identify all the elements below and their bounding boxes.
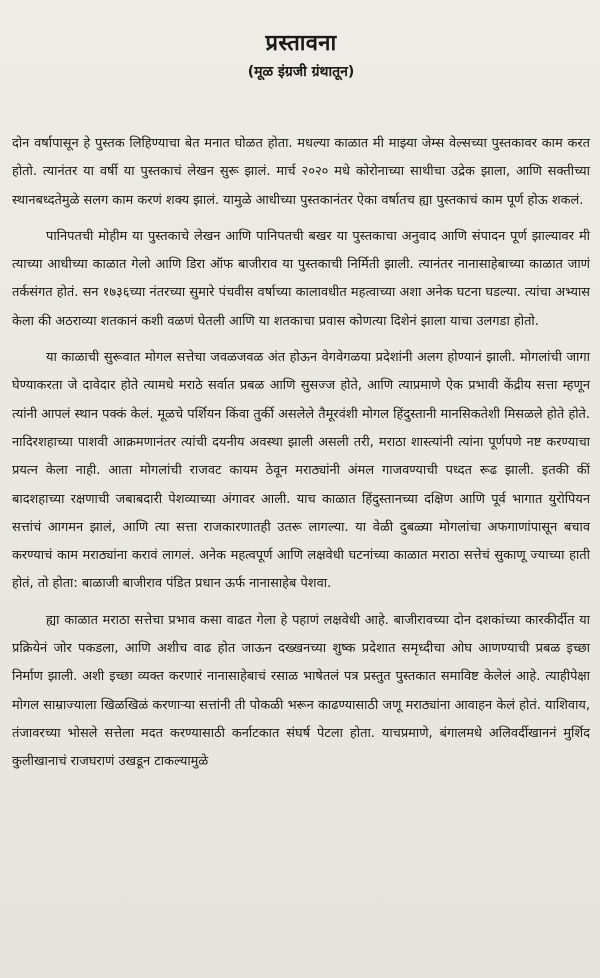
page-title: प्रस्तावना — [265, 31, 337, 56]
page-subtitle: (मूळ इंग्रजी ग्रंथातून) — [247, 64, 355, 80]
paragraph-2: पानिपतची मोहीम या पुस्तकाचे लेखन आणि पानिपतची बखर या पुस्तकाचा अनुवाद आणि संपादन पूर्ण झाल्यावर मी त्याच्या आधीच्या काळात गेलो आणि डिरा ऑफ बाजीराव या पुस्तकाची निर्मिती झाली. त्यानंतर नानासाहेबाच्या काळात जाणं तर्कसंगत होतं. सन १७३६च्या नंतरच्या सुमारे पंचवीस वर्षाच्या कालावधीत महत्वाच्या अशा अनेक घटना घडल्या. त्यांचा अभ्यास केला की अठराव्या शतकानं कशी वळणं घेतली आणि या शतकाचा प्रवास कोणत्या दिशेनं झाला याचा उलगडा होतो. — [12, 228, 590, 329]
paragraph-3: या काळाची सुरूवात मोगल सत्तेचा जवळजवळ अंत होऊन वेगवेगळया प्रदेशांनी अलग होण्यानं झाली. मोगलांची जागा घेण्याकरता जे दावेदार होते त्यामधे मराठे सर्वात प्रबळ आणि सुसज्ज होते, आणि त्याप्रमाणे ऐक प्रभावी केंद्रीय सत्ता म्हणून त्यांनी आपलं स्थान पक्कं केलं. मूळचे पर्शियन किंवा तुर्की असलेले तैमूरवंशी मोगल हिंदुस्तानी मानसिकतेशी मिसळले होते होते. नादिरशहाच्या पाशवी आक्रमणानंतर त्यांची दयनीय अवस्था झाली असली तरी, मराठा शास्त्यांनी त्यांना पूर्णपणे नष्ट करण्याचा प्रयत्न केला नाही. आता मोगलांची राजवट कायम ठेवून मराठ्यांनी अंमल गाजवण्याची पध्दत रूढ झाली. इतकी कीं बादशहाच्या रक्षणाची जबाबदारी पेशव्याच्या अंगावर आली. याच काळात हिंदुस्तानच्या दक्षिण आणि पूर्व भागात युरोपियन सत्तांचं आगमन झालं, आणि त्या सत्ता राजकारणातही उतरू लागल्या. या वेळी दुबळ्या मोगलांचा अफगाणांपासून बचाव करण्याचं काम मराठ्यांना करावं लागलं. अनेक महत्वपूर्ण आणि लक्षवेधी घटनांच्या काळात मराठा सत्तेचं सुकाणू ज्याच्या हाती होतं, तो होता: बाळाजी बाजीराव पंडित प्रधान ऊर्फ नानासाहेब पेशवा. — [12, 350, 590, 592]
body-text — [12, 130, 590, 777]
paragraph-1: दोन वर्षापासून हे पुस्तक लिहिण्याचा बेत मनात घोळत होता. मधल्या काळात मी माझ्या जेम्स वेल्सच्या पुस्तकावर काम करत होतो. त्यानंतर या वर्षी या पुस्तकाचं लेखन सुरू झालं. मार्च २०२० मधे कोरोनाच्या साथीचा उद्रेक झाला, आणि सक्तीच्या स्थानबध्दतेमुळे सलग काम करणं शक्य झालं. यामुळे आधीच्या पुस्तकानंतर ऐका वर्षातच ह्या पुस्तकाचं काम पूर्ण होऊ शकलं. — [12, 136, 590, 208]
paragraph-4: ह्या काळात मराठा सत्तेचा प्रभाव कसा वाढत गेला हे पहाणं लक्षवेधी आहे. बाजीरावच्या दोन दशकांच्या कारकीर्दीत या प्रक्रियेनं जोर पकडला, आणि अशीच वाढ होत जाऊन दख्खनच्या शुष्क प्रदेशात समृध्दीचा ओघ आणण्याची प्रबळ इच्छा निर्माण झाली. अशी इच्छा व्यक्त करणारं नानासाहेबाचं रसाळ भाषेतलं पत्र प्रस्तुत पुस्तकात समाविष्ट केलेलं आहे. त्याहीपेक्षा मोगल साम्राज्याला खिळखिळं करणाऱ्या सत्तांनी ती पोकळी भरून काढण्यासाठी जणू मराठ्यांना आवाहन केलं होतं. याशिवाय, तंजावरच्या भोसले सत्तेला मदत करण्यासाठी कर्नाटकात संघर्ष पेटला होता. याचप्रमाणे, बंगालमधे अलिवर्दीखाननं मुर्शिद कुलीखानाचं राजघराणं उखडून टाकल्यामुळे — [12, 612, 590, 770]
